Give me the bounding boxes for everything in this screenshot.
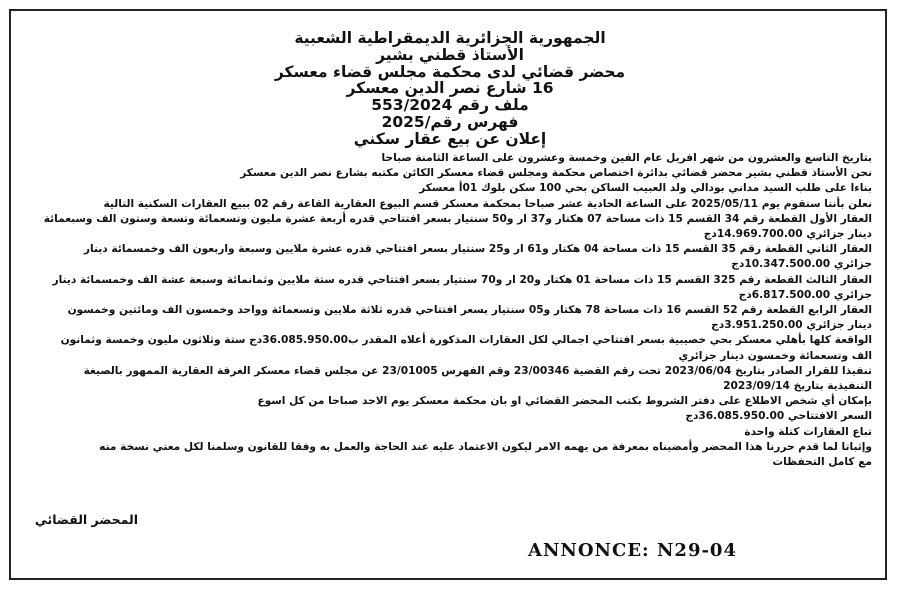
body-line: بتاريخ التاسع والعشرون من شهر افريل عام الفين وخمسة وعشرون على الساعة الثامنة صباحا xyxy=(381,152,872,164)
body-line: نعلن بأننا سنقوم يوم 2025/05/11 على الساعة الحادية عشر صباحا بمحكمة معسكر قسم البيوع العقارية القاعة رقم 02 ببيع العقارات السكنية التالية xyxy=(103,197,872,210)
document-body xyxy=(16,151,872,470)
body-line: بناءا على طلب السيد مداني بودالي ولد العبيب الساكن بحي 100 سكن بلوك 01أ معسكر xyxy=(419,182,872,195)
body-line: جزائري 6.817.500.00دج xyxy=(738,288,872,301)
body-line: الف وتسعمائة وخمسون دينار جزائري xyxy=(678,349,872,362)
annonce-reference: ANNONCE: N29-04 xyxy=(528,540,737,561)
body-line: العقار الأول القطعة رقم 34 القسم 15 ذات مساحة 07 هكتار و37 ار و50 سنتيار بسعر افتتاحي قدره أربعة عشرة مليون وتسعمائة وتسعة وستون الف وسبعمائة xyxy=(43,212,872,225)
header-file-number: ملف رقم 553/2024 xyxy=(371,96,529,115)
body-line: العقار الثالث القطعة رقم 325 القسم 15 ذات مساحة 01 هكتار و20 ار و70 سنتيار بسعر افتتاحي قدره ستة ملايين وثمانمائة وسبعة عشة الف وخمسمائة دينار xyxy=(52,273,872,286)
body-line: تباع العقارات كتلة واحدة xyxy=(744,425,872,438)
header-bailiff-name: الأستاذ قطني بشير xyxy=(376,45,524,64)
header-index-number: فهرس رقم/2025 xyxy=(381,112,519,131)
header-bailiff-title: محضر قضائي لدى محكمة مجلس قضاء معسكر xyxy=(274,62,626,81)
body-line: وإثباتا لما قدم حررنا هذا المحضر وأمضيناه بمعرفة من يهمه الامر ليكون الاعتماد عليه عند الحاجة والعمل به وفقا للقانون وسلمنا لكل معني نسخة منه xyxy=(99,440,872,453)
body-line: تنفيذا للقرار الصادر بتاريخ 2023/06/04 تحت رقم القضية 23/00346 وقم الفهرس 23/01005 عن مجلس قضاء معسكر الغرفة العقارية الممهور بالصيغة xyxy=(83,364,872,377)
body-line: دينار جزائري 14.969.700.00دج xyxy=(703,228,872,241)
bailiff-signature-label: المحضر القضائي xyxy=(34,512,138,527)
body-line: الواقعة كلها بأهلي معسكر بحي خصيبية بسعر افتتاحي اجمالي لكل العقارات المذكورة أعلاه المقدر ب36.085.950.00دج ستة وثلاثون مليون وخمسة وثمانون xyxy=(60,334,872,347)
document-header xyxy=(150,30,750,148)
header-address: 16 شارع نصر الدين معسكر xyxy=(346,79,554,98)
body-line: نحن الأستاذ قطني بشير محضر قضائي بدائرة اختصاص محكمة ومجلس قضاء معسكر الكائن مكتبه بشارع نصر الدين معسكر xyxy=(240,167,872,180)
body-line: السعر الافتتاحي 36.085.950.00دج xyxy=(685,410,872,423)
body-line: جزائري 10.347.500.00دج xyxy=(731,258,872,271)
body-line: التنفيذية بتاريخ 2023/09/14 xyxy=(723,380,872,393)
body-line: بإمكان أي شخص الاطلاع على دفتر الشروط بكتب المحضر القضائي او بان محكمة معسكر يوم الاحد صباحا من كل اسوع xyxy=(257,395,872,408)
header-announcement-title: إعلان عن بيع عقار سكني xyxy=(353,129,547,148)
body-line: العقار الثاني القطعة رقم 35 القسم 15 ذات مساحة 04 هكتار و61 ار و25 سنتيار بسعر افتتاحي قدره عشرة ملايين وسبعة واربعون الف وخمسمائة دينار xyxy=(83,243,872,256)
header-republic: الجمهورية الجزائرية الديمقراطية الشعبية xyxy=(294,29,606,47)
body-line: دينار جزائري 3.951.250.00دج xyxy=(711,319,872,332)
body-line: مع كامل التحفظات xyxy=(772,456,872,469)
body-line: العقار الرابع القطعة رقم 52 القسم 16 ذات مساحة 78 هكتار و05 سنتيار بسعر افتتاحي قدره ثلاثة ملايين وتسعمائة وواحد وخمسون الف ومائتين وخمسون xyxy=(67,304,872,317)
